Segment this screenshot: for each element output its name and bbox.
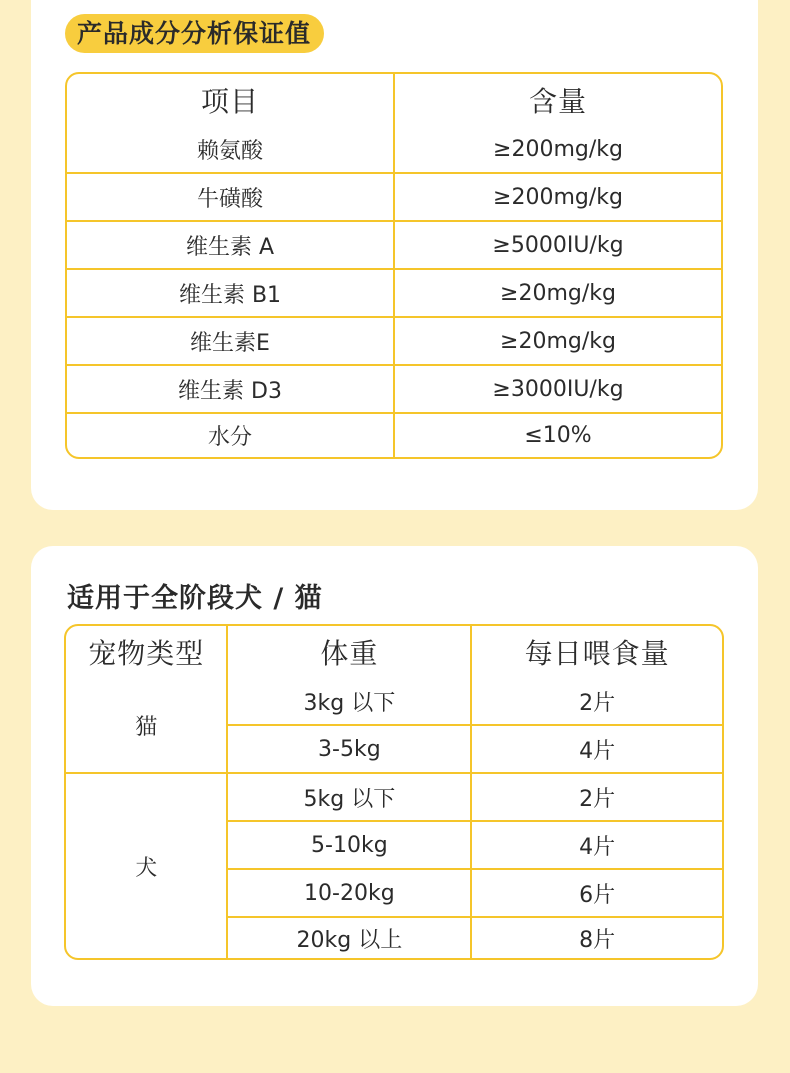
nutrient-name: 牛磺酸 bbox=[67, 174, 395, 222]
amount-cell: 2片 bbox=[472, 774, 722, 822]
nutrient-name: 维生素 D3 bbox=[67, 366, 395, 414]
nutrient-value: ≤10% bbox=[524, 423, 592, 448]
table-header-row bbox=[67, 74, 721, 126]
weight-cell: 3-5kg bbox=[228, 726, 472, 774]
column-header-content: 含量 bbox=[528, 85, 587, 118]
amount-cell: 4片 bbox=[472, 822, 722, 870]
nutrition-card bbox=[31, 0, 758, 510]
table-row bbox=[67, 414, 721, 457]
table-row bbox=[67, 318, 721, 366]
table-row bbox=[67, 174, 721, 222]
nutrient-name: 维生素 B1 bbox=[67, 270, 395, 318]
nutrient-name: 赖氨酸 bbox=[67, 126, 395, 174]
weight-cell: 10-20kg bbox=[228, 870, 472, 918]
nutrient-value: ≥200mg/kg bbox=[395, 174, 721, 222]
nutrient-value: ≥20mg/kg bbox=[395, 318, 721, 366]
column-header-daily-amount: 每日喂食量 bbox=[524, 637, 670, 670]
nutrient-name: 维生素E bbox=[67, 318, 395, 366]
amount-cell: 6片 bbox=[472, 870, 722, 918]
nutrition-title: 产品成分分析保证值 bbox=[65, 14, 324, 53]
pet-type-cat: 猫 bbox=[66, 678, 228, 774]
weight-cell: 5kg 以下 bbox=[228, 774, 472, 822]
table-header-row bbox=[66, 626, 722, 678]
column-header-pet-type: 宠物类型 bbox=[66, 626, 228, 678]
nutrient-value: ≥200mg/kg bbox=[395, 126, 721, 174]
weight-cell: 20kg 以上 bbox=[228, 918, 472, 958]
nutrient-name: 维生素 A bbox=[67, 222, 395, 270]
table-row bbox=[67, 270, 721, 318]
column-header-weight: 体重 bbox=[228, 626, 472, 678]
nutrient-name: 水分 bbox=[67, 414, 395, 457]
column-header-item: 项目 bbox=[67, 74, 395, 126]
feeding-card bbox=[31, 546, 758, 1006]
amount-cell: 8片 bbox=[579, 927, 616, 953]
table-row bbox=[67, 222, 721, 270]
weight-cell: 5-10kg bbox=[228, 822, 472, 870]
table-row bbox=[66, 678, 722, 726]
nutrient-value: ≥5000IU/kg bbox=[395, 222, 721, 270]
pet-type-dog: 犬 bbox=[66, 774, 228, 958]
amount-cell: 4片 bbox=[472, 726, 722, 774]
weight-cell: 3kg 以下 bbox=[228, 678, 472, 726]
table-row bbox=[66, 774, 722, 822]
table-row bbox=[67, 366, 721, 414]
amount-cell: 2片 bbox=[472, 678, 722, 726]
nutrient-value: ≥20mg/kg bbox=[395, 270, 721, 318]
feeding-table bbox=[64, 624, 724, 960]
table-row bbox=[67, 126, 721, 174]
nutrient-value: ≥3000IU/kg bbox=[395, 366, 721, 414]
feeding-title: 适用于全阶段犬 / 猫 bbox=[67, 583, 323, 614]
nutrition-table bbox=[65, 72, 723, 459]
